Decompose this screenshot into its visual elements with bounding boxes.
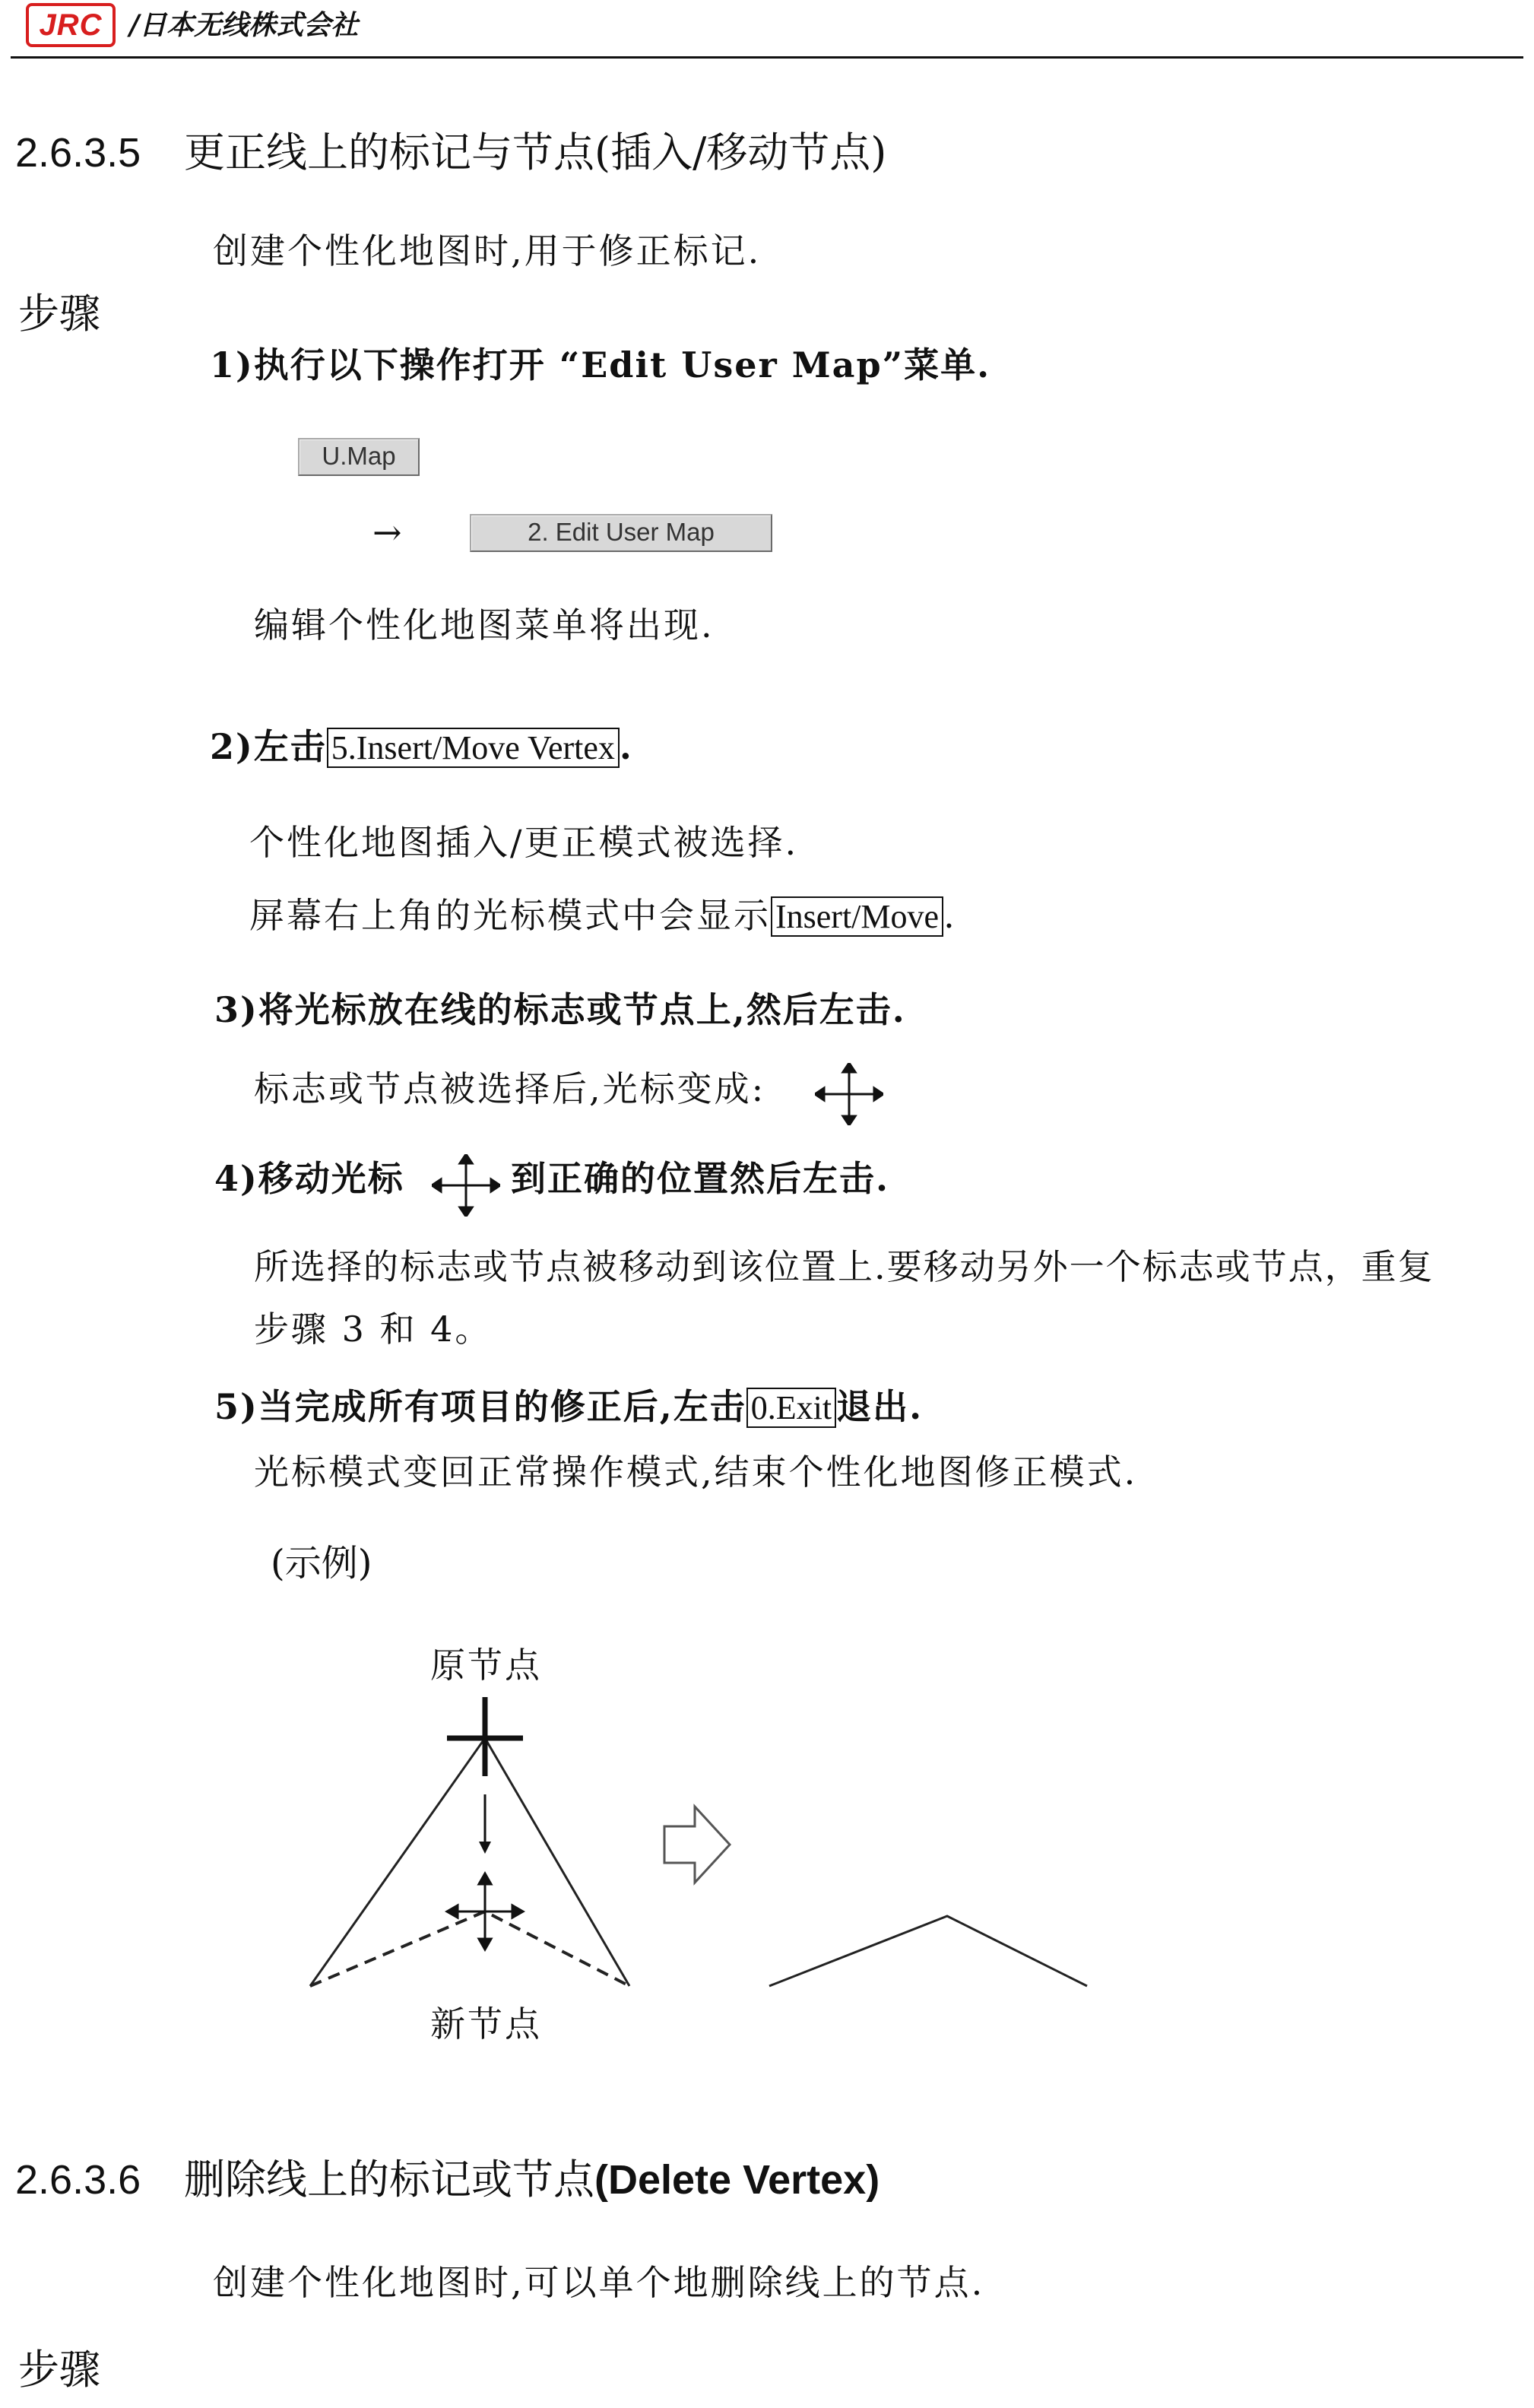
step-2: [210, 724, 633, 771]
original-node-marker: [447, 1697, 523, 1776]
section-title-en: (Delete Vertex): [594, 2157, 880, 2203]
section-number: 2.6.3.5: [15, 130, 141, 176]
new-node-label: 新节点: [430, 2003, 542, 2045]
step-4-suffix: 到正确的位置然后左击.: [511, 1158, 890, 1199]
step-4-result-line1: 所选择的标志或节点被移动到该位置上.要移动另外一个标志或节点，重复: [254, 1246, 1434, 1287]
step-5-result: 光标模式变回正常操作模式,结束个性化地图修正模式.: [254, 1451, 1138, 1493]
step-3-result: 标志或节点被选择后,光标变成:: [254, 1068, 766, 1109]
move-cursor-icon: [815, 1063, 883, 1125]
original-line: [310, 1738, 629, 1986]
insert-move-mode-indicator: Insert/Move: [771, 896, 943, 937]
step-1: 1)执行以下操作打开 “Edit User Map”菜单.: [210, 344, 991, 385]
steps-label: 步骤: [18, 290, 100, 338]
example-diagram: [289, 1696, 1110, 2000]
section-2-intro: 创建个性化地图时,可以单个地删除线上的节点.: [213, 2262, 985, 2303]
step-4-result-line2: 步骤 3 和 4。: [254, 1309, 493, 1350]
new-line: [310, 1911, 629, 1986]
company-name: /日本无线株式会社: [129, 9, 359, 41]
move-cursor-icon: [432, 1154, 500, 1217]
step-5-prefix: 5)当完成所有项目的修正后,左击: [214, 1386, 746, 1427]
insert-move-vertex-menu-item[interactable]: 5.Insert/Move Vertex: [327, 728, 620, 768]
result-line: [769, 1916, 1087, 1986]
step-4-prefix: 4)移动光标: [214, 1158, 404, 1199]
section-title-cn: 删除线上的标记或节点: [184, 2156, 594, 2203]
section-heading-2635: [15, 126, 886, 179]
move-cursor-icon: [447, 1873, 523, 1950]
edit-user-map-button[interactable]: 2. Edit User Map: [470, 514, 772, 552]
down-arrow-icon: [479, 1794, 491, 1854]
arrow-right-icon: →: [372, 512, 402, 553]
example-label: (示例): [271, 1542, 372, 1585]
step-2-result-2-suffix: .: [943, 895, 957, 936]
step-5: [214, 1384, 923, 1431]
step-2-result-2: [249, 893, 957, 940]
section-number: 2.6.3.6: [15, 2157, 141, 2203]
step-2-result-1: 个性化地图插入/更正模式被选择.: [249, 822, 799, 863]
header-divider: [11, 56, 1523, 59]
step-2-result-2-prefix: 屏幕右上角的光标模式中会显示: [249, 895, 771, 936]
steps-label: 步骤: [18, 2346, 100, 2394]
step-5-suffix: 退出.: [836, 1386, 924, 1427]
original-node-label: 原节点: [430, 1645, 542, 1686]
step-2-prefix: 2)左击: [210, 726, 327, 767]
jrc-logo: JRC: [26, 3, 116, 47]
step-3: 3)将光标放在线的标志或节点上,然后左击.: [214, 989, 906, 1030]
umap-button[interactable]: U.Map: [298, 438, 420, 476]
section-heading-2636: [15, 2153, 880, 2207]
exit-menu-item[interactable]: 0.Exit: [746, 1388, 836, 1428]
step-1-result: 编辑个性化地图菜单将出现.: [254, 604, 715, 646]
right-arrow-icon: [664, 1807, 730, 1883]
section-intro: 创建个性化地图时,用于修正标记.: [213, 230, 762, 271]
section-title: 更正线上的标记与节点(插入/移动节点): [184, 128, 887, 176]
step-2-suffix: .: [619, 726, 633, 767]
